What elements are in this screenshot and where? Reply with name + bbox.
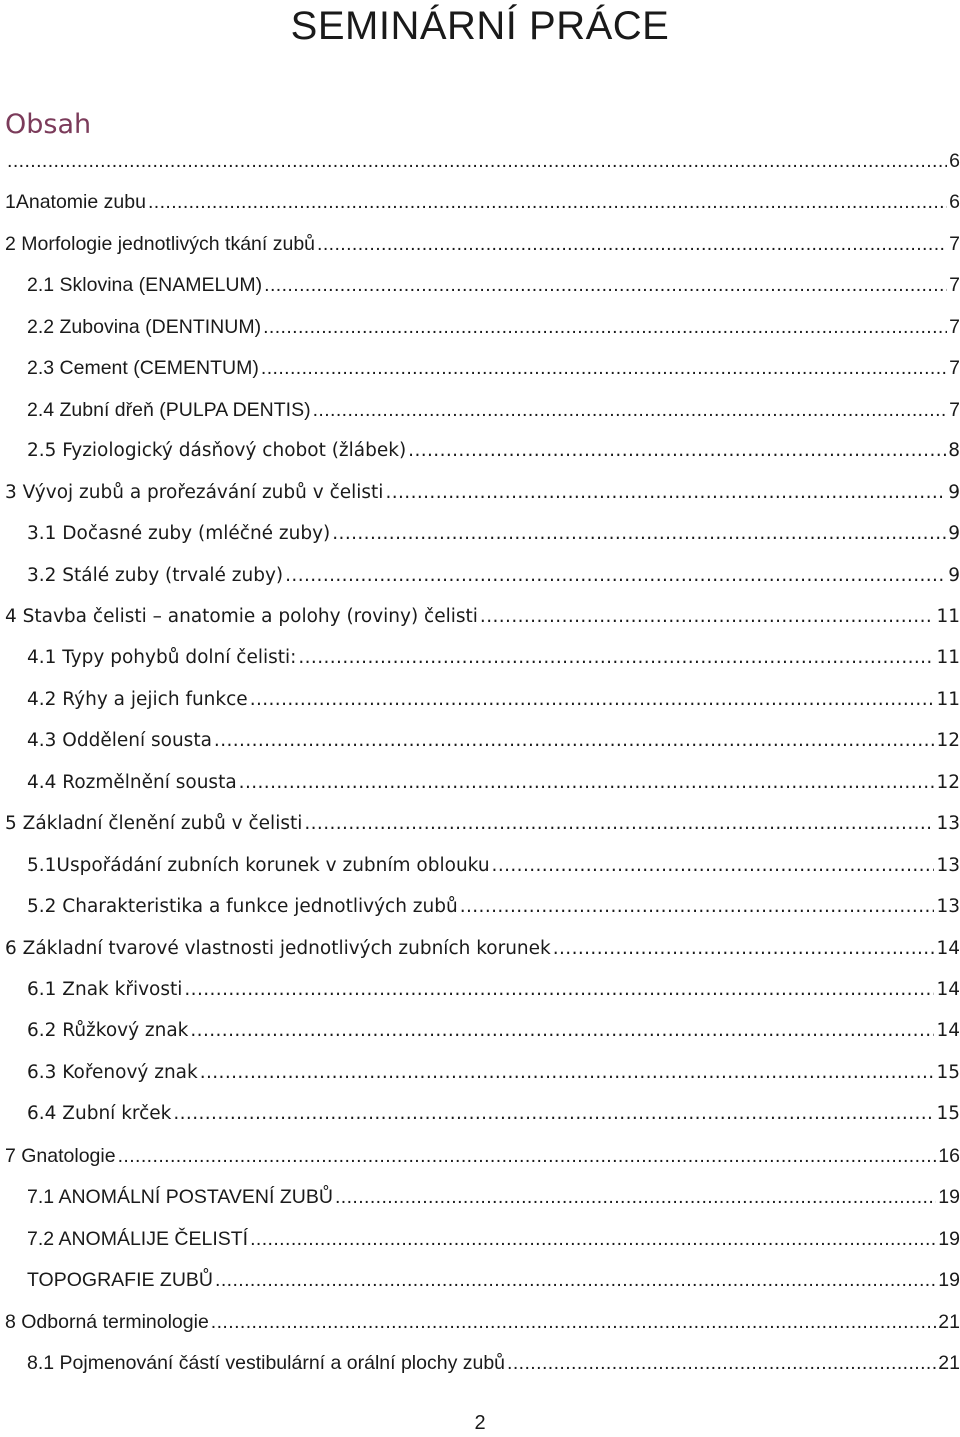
toc-entry-title: 5 Základní členění zubů v čelisti: [5, 813, 303, 834]
toc-entry-page: 6: [949, 150, 960, 172]
toc-entry-page: 14: [936, 938, 960, 959]
toc-entry-page: 7: [949, 357, 960, 379]
toc-heading: Obsah: [5, 109, 92, 140]
toc-dot-leader: [507, 1348, 936, 1378]
toc-entry-title: 6.3 Kořenový znak: [27, 1062, 198, 1083]
toc-dot-leader: [385, 478, 946, 508]
toc-entry[interactable]: [27, 270, 960, 300]
toc-entry-title: 6.1 Znak křivosti: [27, 979, 183, 1000]
toc-entry-title: 2.1 Sklovina (ENAMELUM): [27, 274, 263, 296]
toc-dot-leader: [492, 851, 935, 881]
toc-entry-title: TOPOGRAFIE ZUBŮ: [27, 1269, 213, 1291]
toc-entry[interactable]: [27, 1099, 960, 1129]
toc-entry-page: 7: [949, 316, 960, 338]
toc-dot-leader: [264, 270, 947, 300]
toc-entry[interactable]: [5, 478, 960, 508]
toc-entry[interactable]: [5, 229, 960, 259]
toc-entry[interactable]: [27, 395, 960, 425]
toc-dot-leader: [148, 187, 947, 217]
toc-entry[interactable]: [27, 312, 960, 342]
toc-entry-title: 4 Stavba čelisti – anatomie a polohy (roviny) čelisti: [5, 606, 478, 627]
toc-entry[interactable]: [5, 602, 960, 632]
toc-entry-title: 4.1 Typy pohybů dolní čelisti:: [27, 647, 297, 668]
toc-dot-leader: [190, 1016, 934, 1046]
toc-dot-leader: [118, 1141, 937, 1171]
toc-entry-title: 2.3 Cement (CEMENTUM): [27, 357, 259, 379]
toc-entry-title: 7 Gnatologie: [5, 1145, 116, 1167]
page-number: 2: [474, 1412, 486, 1434]
toc-entry[interactable]: [27, 1058, 960, 1088]
toc-entry-page: 15: [936, 1062, 960, 1083]
toc-entry-page: 16: [938, 1145, 960, 1167]
toc-dot-leader: [250, 685, 935, 715]
toc-entry[interactable]: [5, 187, 960, 217]
toc-entry-page: 19: [938, 1186, 960, 1208]
toc-entry-page: 11: [936, 689, 960, 710]
toc-entry-page: 14: [936, 979, 960, 1000]
toc-entry-title: 2.5 Fyziologický dásňový chobot (žlábek): [27, 440, 407, 461]
toc-dot-leader: [215, 1265, 936, 1295]
toc-dot-leader: [408, 436, 946, 466]
toc-entry[interactable]: [27, 353, 960, 383]
toc-entry[interactable]: [5, 1141, 960, 1171]
toc-entry-page: 19: [938, 1228, 960, 1250]
toc-entry-title: 2.2 Zubovina (DENTINUM): [27, 316, 262, 338]
toc-entry-title: 7.2 ANOMÁLIJE ČELISTÍ: [27, 1228, 249, 1250]
toc-entry-page: 9: [948, 565, 960, 586]
toc-dot-leader: [304, 809, 934, 839]
toc-entry[interactable]: [5, 1307, 960, 1337]
toc-entry-page: 6: [949, 191, 960, 213]
toc-dot-leader: [200, 1058, 935, 1088]
toc-entry-title: 3.1 Dočasné zuby (mléčné zuby): [27, 523, 331, 544]
toc-entry[interactable]: [27, 1348, 960, 1378]
toc-dot-leader: [263, 312, 947, 342]
document-title: SEMINÁRNÍ PRÁCE: [290, 4, 670, 48]
toc-dot-leader: [261, 353, 947, 383]
toc-entry[interactable]: [27, 1182, 960, 1212]
toc-entry-page: 8: [948, 440, 960, 461]
toc-entry-title: 3.2 Stálé zuby (trvalé zuby): [27, 565, 284, 586]
toc-entry-page: 9: [948, 523, 960, 544]
toc-entry[interactable]: [27, 643, 960, 673]
toc-dot-leader: [214, 726, 935, 756]
toc-entry-page: 13: [936, 896, 960, 917]
toc-entry-page: 7: [949, 274, 960, 296]
toc-entry-title: 7.1 ANOMÁLNÍ POSTAVENÍ ZUBŮ: [27, 1186, 333, 1208]
toc-entry[interactable]: [27, 975, 960, 1005]
toc-entry[interactable]: [27, 892, 960, 922]
toc-entry[interactable]: [27, 1224, 960, 1254]
toc-entry-page: 11: [936, 606, 960, 627]
toc-entry[interactable]: [27, 519, 960, 549]
toc-entry-title: 8 Odborná terminologie: [5, 1311, 209, 1333]
toc-dot-leader: [7, 146, 947, 176]
toc-entry-title: 3 Vývoj zubů a prořezávání zubů v čelisti: [5, 482, 384, 503]
toc-entry-page: 13: [936, 813, 960, 834]
toc-dot-leader: [184, 975, 934, 1005]
toc-dot-leader: [298, 643, 934, 673]
toc-dot-leader: [239, 768, 935, 798]
toc-entry-title: 4.2 Rýhy a jejich funkce: [27, 689, 248, 710]
toc-entry-page: 9: [948, 482, 960, 503]
toc-dot-leader: [553, 934, 935, 964]
toc-entry-title: 6.2 Růžkový znak: [27, 1020, 189, 1041]
toc-dot-leader: [332, 519, 946, 549]
toc-entry-page: 19: [938, 1269, 960, 1291]
toc-entry-title: 8.1 Pojmenování částí vestibulární a orální plochy zubů: [27, 1352, 506, 1374]
toc-entry[interactable]: [27, 1016, 960, 1046]
toc-entry-title: 4.4 Rozmělnění sousta: [27, 772, 237, 793]
toc-entry-title: 5.2 Charakteristika a funkce jednotlivých zubů: [27, 896, 458, 917]
toc-entry[interactable]: [27, 436, 960, 466]
toc-entry[interactable]: [27, 851, 960, 881]
toc-entry[interactable]: [5, 934, 960, 964]
toc-entry-title: 6 Základní tvarové vlastnosti jednotlivých zubních korunek: [5, 938, 551, 959]
toc-dot-leader: [460, 892, 935, 922]
toc-entry-title: 2 Morfologie jednotlivých tkání zubů: [5, 233, 316, 255]
toc-entry-title: 2.4 Zubní dřeň (PULPA DENTIS): [27, 399, 311, 421]
toc-entry-page: 14: [936, 1020, 960, 1041]
toc-entry-page: 15: [936, 1103, 960, 1124]
toc-dot-leader: [250, 1224, 936, 1254]
toc-entry-page: 11: [936, 647, 960, 668]
toc-entry-title: 4.3 Oddělení sousta: [27, 730, 212, 751]
toc-dot-leader: [173, 1099, 934, 1129]
toc-entry-page: 12: [936, 730, 960, 751]
toc-dot-leader: [211, 1307, 937, 1337]
toc-entry[interactable]: [27, 1265, 960, 1295]
toc-entry-page: 21: [938, 1352, 960, 1374]
toc-entry[interactable]: [27, 561, 960, 591]
toc-dot-leader: [317, 229, 947, 259]
toc-dot-leader: [335, 1182, 936, 1212]
toc-entry-page: 7: [949, 399, 960, 421]
toc-entry-page: 13: [936, 855, 960, 876]
toc-entry-page: 12: [936, 772, 960, 793]
toc-entry[interactable]: [27, 726, 960, 756]
toc-entry-page: 7: [949, 233, 960, 255]
toc-entry[interactable]: [27, 768, 960, 798]
toc-entry[interactable]: [5, 809, 960, 839]
toc-entry[interactable]: [27, 685, 960, 715]
toc-dot-leader: [313, 395, 948, 425]
toc-entry[interactable]: [5, 146, 960, 176]
toc-entry-title: 6.4 Zubní krček: [27, 1103, 172, 1124]
toc-entry-title: 1Anatomie zubu: [5, 191, 146, 213]
toc-dot-leader: [480, 602, 935, 632]
toc-entry-title: 5.1Uspořádání zubních korunek v zubním oblouku: [27, 855, 490, 876]
toc-entry-page: 21: [938, 1311, 960, 1333]
toc-dot-leader: [285, 561, 946, 591]
